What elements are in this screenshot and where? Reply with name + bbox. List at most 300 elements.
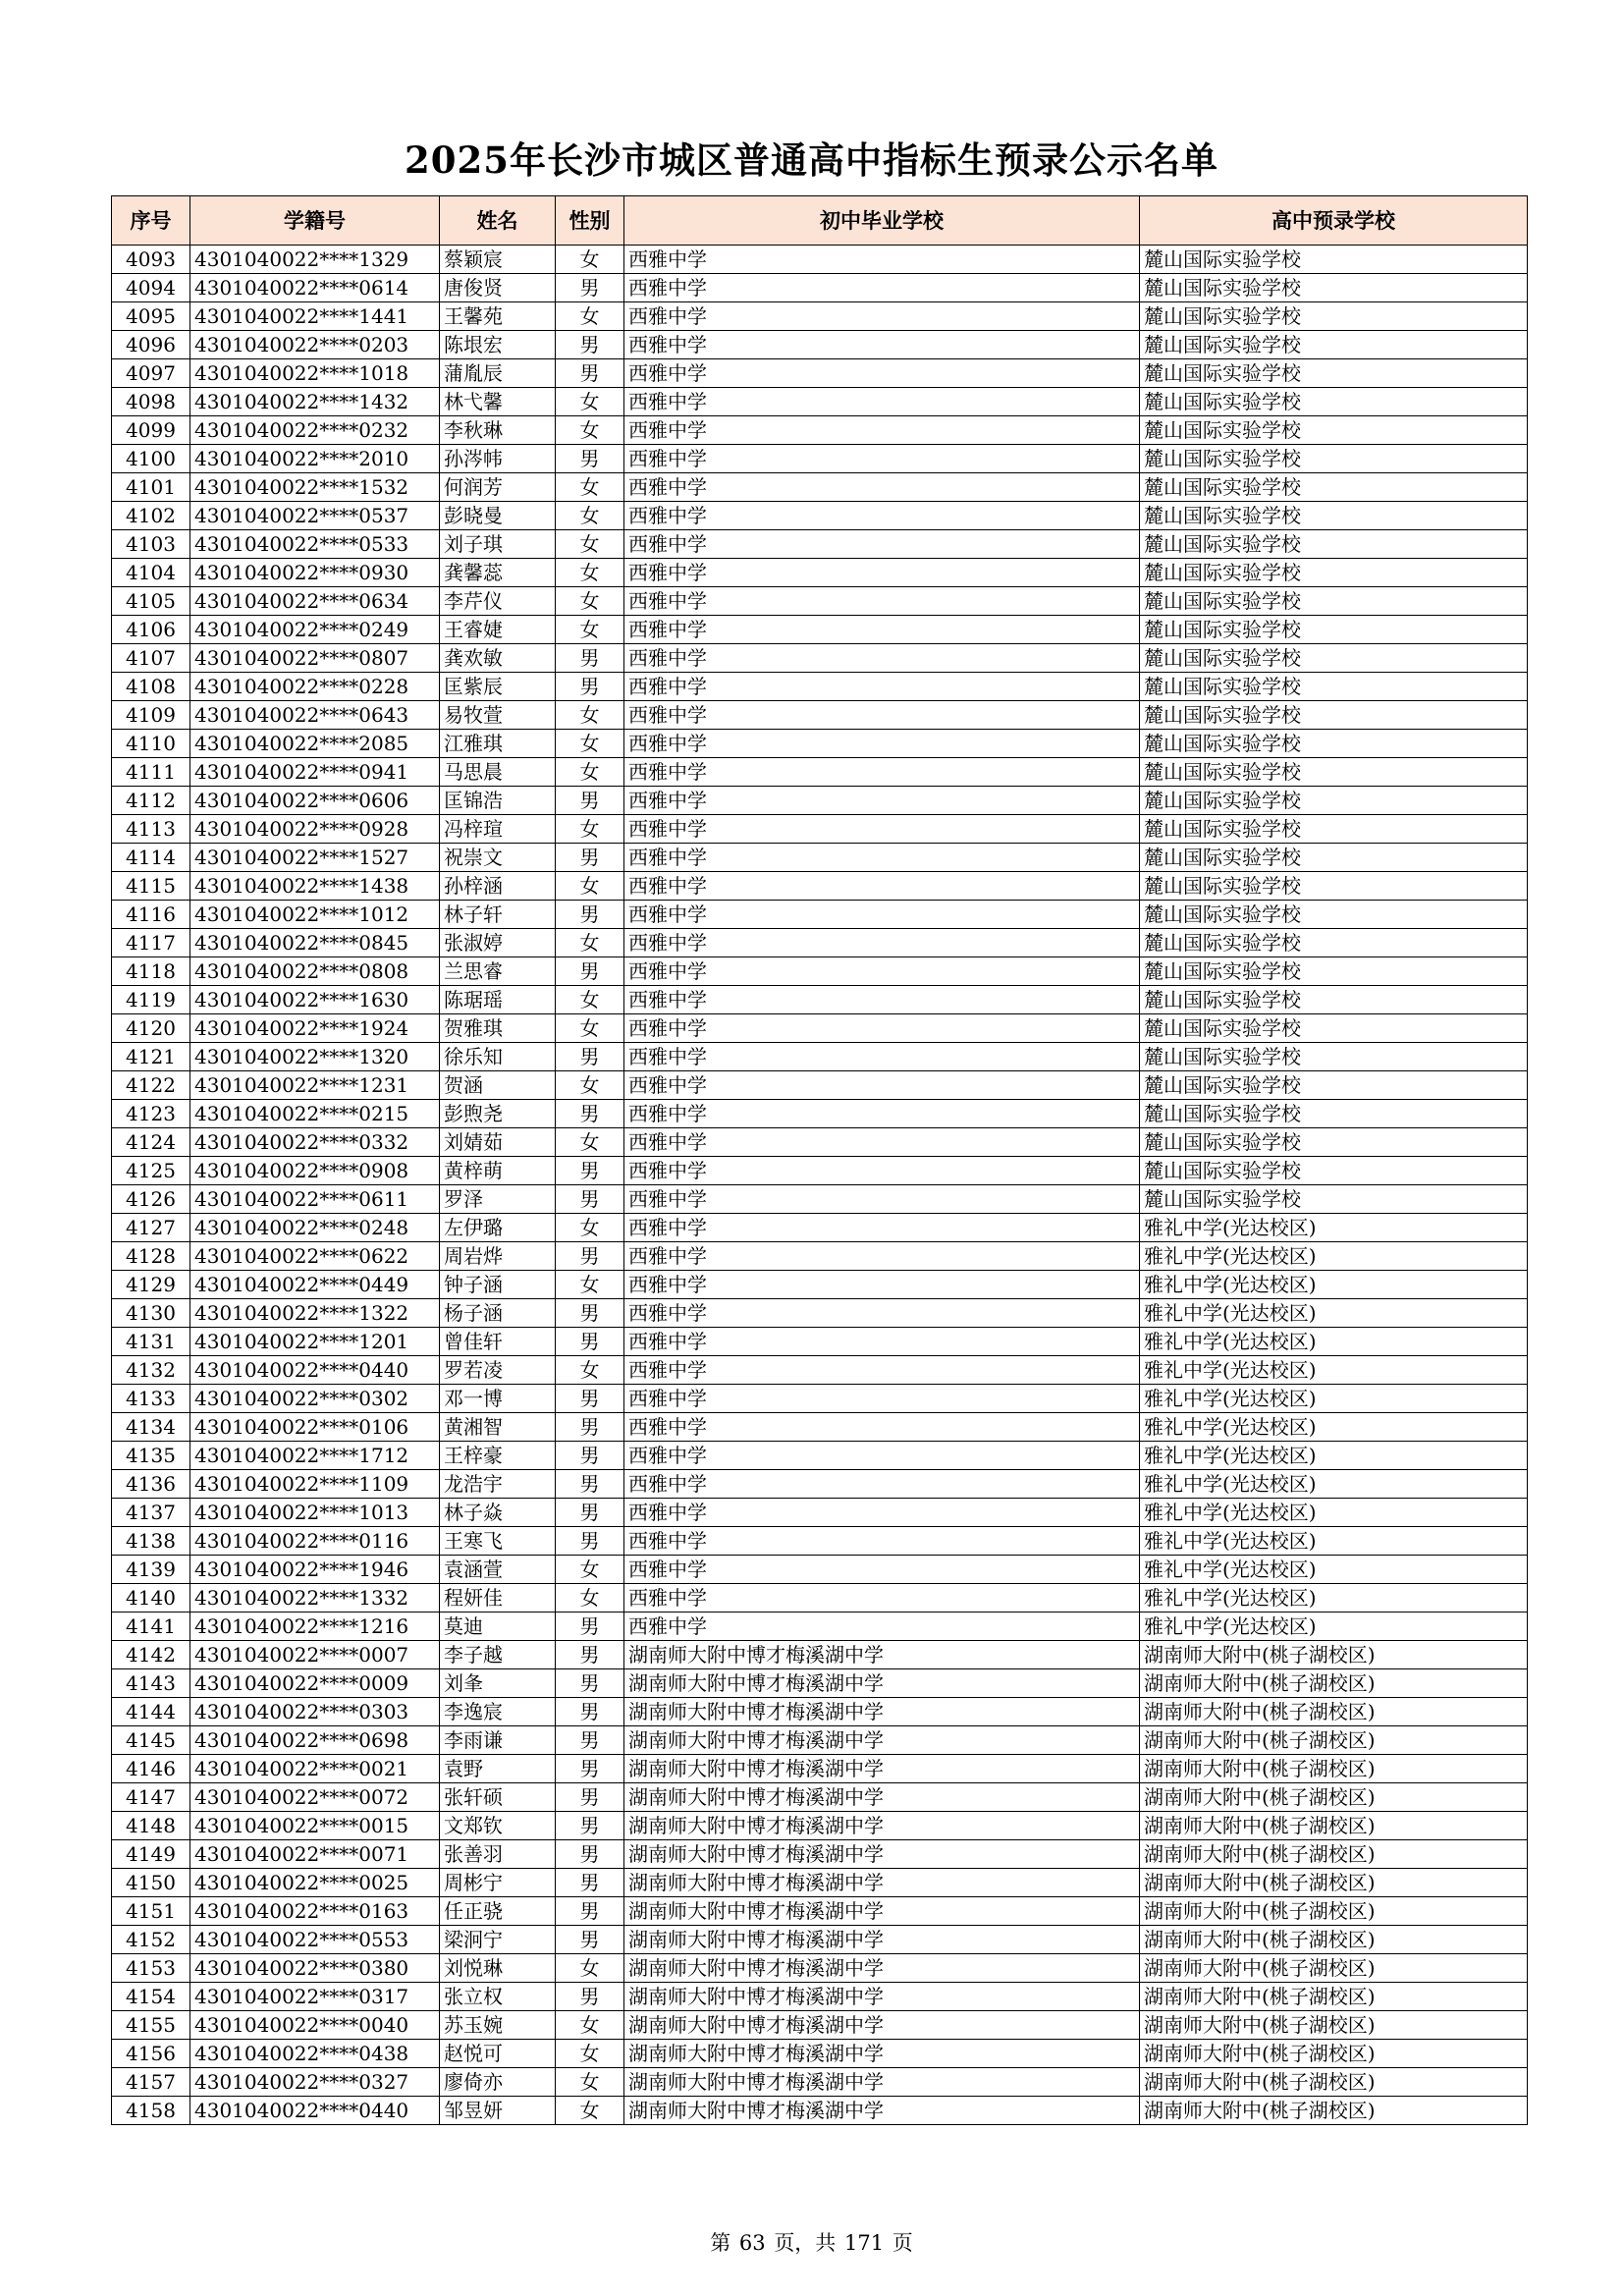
cell-no: 4104	[112, 559, 190, 587]
cell-gender: 男	[556, 1641, 624, 1669]
cell-high-school: 雅礼中学(光达校区)	[1140, 1328, 1528, 1356]
cell-no: 4119	[112, 986, 190, 1014]
cell-name: 黄湘智	[440, 1413, 556, 1442]
cell-high-school: 湖南师大附中(桃子湖校区)	[1140, 1983, 1528, 2011]
cell-student-id: 4301040022****0930	[190, 559, 440, 587]
cell-gender: 男	[556, 1413, 624, 1442]
cell-high-school: 湖南师大附中(桃子湖校区)	[1140, 2097, 1528, 2125]
cell-no: 4154	[112, 1983, 190, 2011]
cell-student-id: 4301040022****0040	[190, 2011, 440, 2040]
cell-middle-school: 西雅中学	[624, 502, 1140, 530]
cell-student-id: 4301040022****0606	[190, 787, 440, 815]
cell-middle-school: 西雅中学	[624, 730, 1140, 758]
cell-high-school: 麓山国际实验学校	[1140, 758, 1528, 787]
cell-student-id: 4301040022****0232	[190, 416, 440, 445]
cell-no: 4156	[112, 2040, 190, 2068]
cell-no: 4118	[112, 957, 190, 986]
cell-name: 罗若凌	[440, 1356, 556, 1385]
footer-page-number: 63	[738, 2231, 766, 2255]
cell-name: 周岩烨	[440, 1242, 556, 1271]
cell-name: 祝崇文	[440, 844, 556, 872]
cell-name: 李芹仪	[440, 587, 556, 616]
cell-middle-school: 西雅中学	[624, 1584, 1140, 1613]
cell-high-school: 麓山国际实验学校	[1140, 616, 1528, 644]
cell-no: 4106	[112, 616, 190, 644]
cell-gender: 男	[556, 1869, 624, 1897]
cell-name: 马思晨	[440, 758, 556, 787]
cell-name: 文郑钦	[440, 1812, 556, 1840]
cell-gender: 男	[556, 1926, 624, 1954]
cell-student-id: 4301040022****0928	[190, 815, 440, 844]
cell-no: 4110	[112, 730, 190, 758]
cell-name: 廖倚亦	[440, 2068, 556, 2097]
table-row	[112, 730, 1528, 758]
cell-no: 4130	[112, 1299, 190, 1328]
cell-student-id: 4301040022****0440	[190, 1356, 440, 1385]
cell-high-school: 湖南师大附中(桃子湖校区)	[1140, 2068, 1528, 2097]
cell-high-school: 雅礼中学(光达校区)	[1140, 1613, 1528, 1641]
cell-name: 唐俊贤	[440, 274, 556, 302]
cell-high-school: 麓山国际实验学校	[1140, 986, 1528, 1014]
column-header-high-school: 高中预录学校	[1140, 196, 1528, 246]
cell-name: 彭晓曼	[440, 502, 556, 530]
cell-name: 黄梓萌	[440, 1157, 556, 1185]
cell-gender: 男	[556, 445, 624, 473]
table-row	[112, 1783, 1528, 1812]
cell-gender: 男	[556, 787, 624, 815]
cell-no: 4141	[112, 1613, 190, 1641]
cell-no: 4151	[112, 1897, 190, 1926]
cell-no: 4111	[112, 758, 190, 787]
cell-student-id: 4301040022****0302	[190, 1385, 440, 1413]
cell-high-school: 湖南师大附中(桃子湖校区)	[1140, 1698, 1528, 1726]
cell-no: 4102	[112, 502, 190, 530]
cell-no: 4115	[112, 872, 190, 901]
cell-gender: 女	[556, 1954, 624, 1983]
cell-student-id: 4301040022****0440	[190, 2097, 440, 2125]
cell-student-id: 4301040022****0614	[190, 274, 440, 302]
table-row	[112, 1556, 1528, 1584]
cell-gender: 男	[556, 1783, 624, 1812]
cell-student-id: 4301040022****0007	[190, 1641, 440, 1669]
table-row	[112, 957, 1528, 986]
cell-middle-school: 西雅中学	[624, 844, 1140, 872]
cell-student-id: 4301040022****0015	[190, 1812, 440, 1840]
table-row	[112, 1385, 1528, 1413]
cell-student-id: 4301040022****0228	[190, 673, 440, 701]
cell-high-school: 麓山国际实验学校	[1140, 701, 1528, 730]
cell-student-id: 4301040022****0634	[190, 587, 440, 616]
cell-middle-school: 西雅中学	[624, 1043, 1140, 1071]
cell-gender: 男	[556, 1328, 624, 1356]
cell-middle-school: 西雅中学	[624, 359, 1140, 388]
cell-high-school: 湖南师大附中(桃子湖校区)	[1140, 2011, 1528, 2040]
cell-no: 4113	[112, 815, 190, 844]
footer-mid: 页，共	[774, 2231, 837, 2255]
cell-gender: 男	[556, 331, 624, 359]
cell-no: 4098	[112, 388, 190, 416]
cell-gender: 男	[556, 1726, 624, 1755]
cell-middle-school: 西雅中学	[624, 673, 1140, 701]
cell-name: 陈垠宏	[440, 331, 556, 359]
cell-middle-school: 西雅中学	[624, 559, 1140, 587]
cell-name: 兰思睿	[440, 957, 556, 986]
cell-student-id: 4301040022****1329	[190, 246, 440, 274]
cell-high-school: 雅礼中学(光达校区)	[1140, 1242, 1528, 1271]
cell-student-id: 4301040022****0380	[190, 1954, 440, 1983]
cell-high-school: 雅礼中学(光达校区)	[1140, 1556, 1528, 1584]
cell-name: 刘夆	[440, 1669, 556, 1698]
cell-student-id: 4301040022****0533	[190, 530, 440, 559]
cell-high-school: 麓山国际实验学校	[1140, 331, 1528, 359]
footer-suffix: 页	[892, 2231, 913, 2255]
cell-gender: 女	[556, 1356, 624, 1385]
cell-middle-school: 西雅中学	[624, 1385, 1140, 1413]
cell-high-school: 麓山国际实验学校	[1140, 815, 1528, 844]
cell-student-id: 4301040022****0438	[190, 2040, 440, 2068]
cell-student-id: 4301040022****1018	[190, 359, 440, 388]
page-title: 2025年长沙市城区普通高中指标生预录公示名单	[405, 138, 1218, 182]
cell-student-id: 4301040022****1109	[190, 1470, 440, 1499]
cell-no: 4093	[112, 246, 190, 274]
table-body	[112, 246, 1528, 2125]
cell-middle-school: 西雅中学	[624, 701, 1140, 730]
cell-gender: 女	[556, 701, 624, 730]
cell-high-school: 雅礼中学(光达校区)	[1140, 1584, 1528, 1613]
column-header-no: 序号	[112, 196, 190, 246]
cell-no: 4114	[112, 844, 190, 872]
cell-middle-school: 湖南师大附中博才梅溪湖中学	[624, 1926, 1140, 1954]
cell-student-id: 4301040022****1012	[190, 901, 440, 929]
cell-no: 4117	[112, 929, 190, 957]
cell-middle-school: 西雅中学	[624, 815, 1140, 844]
footer-prefix: 第	[710, 2231, 731, 2255]
cell-student-id: 4301040022****1527	[190, 844, 440, 872]
cell-gender: 男	[556, 1755, 624, 1783]
cell-middle-school: 湖南师大附中博才梅溪湖中学	[624, 1897, 1140, 1926]
cell-student-id: 4301040022****0941	[190, 758, 440, 787]
table-row	[112, 1499, 1528, 1527]
cell-name: 张善羽	[440, 1840, 556, 1869]
cell-middle-school: 湖南师大附中博才梅溪湖中学	[624, 1812, 1140, 1840]
cell-middle-school: 西雅中学	[624, 758, 1140, 787]
cell-middle-school: 湖南师大附中博才梅溪湖中学	[624, 1840, 1140, 1869]
cell-gender: 女	[556, 2068, 624, 2097]
cell-high-school: 雅礼中学(光达校区)	[1140, 1499, 1528, 1527]
cell-name: 贺涵	[440, 1071, 556, 1100]
cell-student-id: 4301040022****1532	[190, 473, 440, 502]
cell-gender: 女	[556, 616, 624, 644]
cell-high-school: 湖南师大附中(桃子湖校区)	[1140, 1783, 1528, 1812]
cell-high-school: 麓山国际实验学校	[1140, 730, 1528, 758]
table-row	[112, 1043, 1528, 1071]
cell-student-id: 4301040022****1924	[190, 1014, 440, 1043]
cell-name: 王馨苑	[440, 302, 556, 331]
cell-no: 4135	[112, 1442, 190, 1470]
cell-high-school: 麓山国际实验学校	[1140, 530, 1528, 559]
cell-gender: 男	[556, 673, 624, 701]
cell-middle-school: 湖南师大附中博才梅溪湖中学	[624, 1783, 1140, 1812]
cell-high-school: 麓山国际实验学校	[1140, 445, 1528, 473]
cell-student-id: 4301040022****0215	[190, 1100, 440, 1128]
cell-no: 4108	[112, 673, 190, 701]
cell-gender: 女	[556, 2040, 624, 2068]
cell-no: 4134	[112, 1413, 190, 1442]
cell-gender: 男	[556, 1157, 624, 1185]
table-row	[112, 815, 1528, 844]
cell-no: 4127	[112, 1214, 190, 1242]
cell-high-school: 麓山国际实验学校	[1140, 957, 1528, 986]
cell-high-school: 麓山国际实验学校	[1140, 787, 1528, 815]
cell-middle-school: 西雅中学	[624, 1185, 1140, 1214]
cell-middle-school: 湖南师大附中博才梅溪湖中学	[624, 2011, 1140, 2040]
cell-no: 4128	[112, 1242, 190, 1271]
table-row	[112, 1442, 1528, 1470]
cell-high-school: 麓山国际实验学校	[1140, 388, 1528, 416]
cell-gender: 男	[556, 644, 624, 673]
table-row	[112, 1527, 1528, 1556]
cell-name: 刘子琪	[440, 530, 556, 559]
cell-middle-school: 西雅中学	[624, 1242, 1140, 1271]
table-row	[112, 1214, 1528, 1242]
cell-high-school: 雅礼中学(光达校区)	[1140, 1470, 1528, 1499]
cell-student-id: 4301040022****0808	[190, 957, 440, 986]
cell-student-id: 4301040022****0449	[190, 1271, 440, 1299]
cell-middle-school: 西雅中学	[624, 929, 1140, 957]
cell-student-id: 4301040022****0163	[190, 1897, 440, 1926]
cell-high-school: 麓山国际实验学校	[1140, 559, 1528, 587]
cell-middle-school: 西雅中学	[624, 473, 1140, 502]
cell-student-id: 4301040022****1712	[190, 1442, 440, 1470]
cell-student-id: 4301040022****0106	[190, 1413, 440, 1442]
cell-gender: 女	[556, 758, 624, 787]
cell-name: 左伊璐	[440, 1214, 556, 1242]
footer-total-pages: 171	[844, 2231, 885, 2255]
cell-middle-school: 湖南师大附中博才梅溪湖中学	[624, 1698, 1140, 1726]
cell-gender: 女	[556, 730, 624, 758]
cell-student-id: 4301040022****0116	[190, 1527, 440, 1556]
cell-name: 程妍佳	[440, 1584, 556, 1613]
table-row	[112, 587, 1528, 616]
cell-student-id: 4301040022****0025	[190, 1869, 440, 1897]
table-row	[112, 1726, 1528, 1755]
cell-no: 4146	[112, 1755, 190, 1783]
cell-gender: 男	[556, 844, 624, 872]
cell-no: 4094	[112, 274, 190, 302]
cell-no: 4129	[112, 1271, 190, 1299]
table-row	[112, 1613, 1528, 1641]
cell-no: 4100	[112, 445, 190, 473]
cell-name: 蒲胤辰	[440, 359, 556, 388]
cell-middle-school: 西雅中学	[624, 587, 1140, 616]
table-row	[112, 1641, 1528, 1669]
cell-student-id: 4301040022****0807	[190, 644, 440, 673]
cell-name: 李雨谦	[440, 1726, 556, 1755]
roster-table	[111, 195, 1528, 2125]
cell-name: 彭煦尧	[440, 1100, 556, 1128]
cell-name: 张轩硕	[440, 1783, 556, 1812]
table-row	[112, 701, 1528, 730]
column-header-gender: 性别	[556, 196, 624, 246]
cell-student-id: 4301040022****1320	[190, 1043, 440, 1071]
cell-name: 曾佳轩	[440, 1328, 556, 1356]
cell-gender: 男	[556, 901, 624, 929]
cell-name: 邓一博	[440, 1385, 556, 1413]
table-row	[112, 1869, 1528, 1897]
table-row	[112, 274, 1528, 302]
cell-no: 4147	[112, 1783, 190, 1812]
cell-no: 4125	[112, 1157, 190, 1185]
cell-student-id: 4301040022****0317	[190, 1983, 440, 2011]
cell-high-school: 雅礼中学(光达校区)	[1140, 1214, 1528, 1242]
cell-high-school: 湖南师大附中(桃子湖校区)	[1140, 1926, 1528, 1954]
table-row	[112, 1071, 1528, 1100]
cell-student-id: 4301040022****1630	[190, 986, 440, 1014]
cell-name: 张淑婷	[440, 929, 556, 957]
cell-middle-school: 西雅中学	[624, 416, 1140, 445]
cell-name: 匡锦浩	[440, 787, 556, 815]
cell-gender: 女	[556, 1014, 624, 1043]
cell-student-id: 4301040022****0698	[190, 1726, 440, 1755]
cell-gender: 女	[556, 302, 624, 331]
cell-middle-school: 湖南师大附中博才梅溪湖中学	[624, 2097, 1140, 2125]
cell-high-school: 湖南师大附中(桃子湖校区)	[1140, 1669, 1528, 1698]
cell-high-school: 麓山国际实验学校	[1140, 901, 1528, 929]
cell-name: 陈琚瑶	[440, 986, 556, 1014]
cell-name: 林弋馨	[440, 388, 556, 416]
cell-no: 4101	[112, 473, 190, 502]
cell-middle-school: 湖南师大附中博才梅溪湖中学	[624, 1755, 1140, 1783]
cell-no: 4155	[112, 2011, 190, 2040]
cell-middle-school: 西雅中学	[624, 246, 1140, 274]
cell-student-id: 4301040022****0248	[190, 1214, 440, 1242]
cell-no: 4148	[112, 1812, 190, 1840]
table-row	[112, 388, 1528, 416]
cell-gender: 男	[556, 1983, 624, 2011]
cell-gender: 女	[556, 1071, 624, 1100]
cell-no: 4136	[112, 1470, 190, 1499]
cell-high-school: 湖南师大附中(桃子湖校区)	[1140, 1869, 1528, 1897]
cell-high-school: 湖南师大附中(桃子湖校区)	[1140, 1641, 1528, 1669]
cell-high-school: 麓山国际实验学校	[1140, 929, 1528, 957]
cell-gender: 女	[556, 815, 624, 844]
cell-high-school: 湖南师大附中(桃子湖校区)	[1140, 1812, 1528, 1840]
cell-high-school: 雅礼中学(光达校区)	[1140, 1356, 1528, 1385]
table-row	[112, 929, 1528, 957]
cell-name: 蔡颖宸	[440, 246, 556, 274]
cell-middle-school: 西雅中学	[624, 1413, 1140, 1442]
cell-high-school: 麓山国际实验学校	[1140, 1185, 1528, 1214]
cell-high-school: 湖南师大附中(桃子湖校区)	[1140, 1954, 1528, 1983]
table-row	[112, 1698, 1528, 1726]
cell-name: 李逸宸	[440, 1698, 556, 1726]
table-row	[112, 2040, 1528, 2068]
table-row	[112, 445, 1528, 473]
cell-gender: 女	[556, 1584, 624, 1613]
cell-student-id: 4301040022****1332	[190, 1584, 440, 1613]
cell-student-id: 4301040022****1322	[190, 1299, 440, 1328]
cell-name: 王梓豪	[440, 1442, 556, 1470]
cell-gender: 女	[556, 473, 624, 502]
cell-high-school: 麓山国际实验学校	[1140, 246, 1528, 274]
cell-high-school: 湖南师大附中(桃子湖校区)	[1140, 1726, 1528, 1755]
cell-name: 张立权	[440, 1983, 556, 2011]
cell-gender: 男	[556, 1499, 624, 1527]
cell-middle-school: 西雅中学	[624, 274, 1140, 302]
page-footer	[0, 2227, 1623, 2257]
cell-name: 李子越	[440, 1641, 556, 1669]
table-row	[112, 359, 1528, 388]
cell-high-school: 麓山国际实验学校	[1140, 416, 1528, 445]
table-row	[112, 2068, 1528, 2097]
table-row	[112, 302, 1528, 331]
cell-gender: 女	[556, 416, 624, 445]
cell-middle-school: 西雅中学	[624, 957, 1140, 986]
table-row	[112, 1014, 1528, 1043]
cell-middle-school: 西雅中学	[624, 1271, 1140, 1299]
cell-gender: 女	[556, 2097, 624, 2125]
cell-gender: 男	[556, 1698, 624, 1726]
cell-middle-school: 西雅中学	[624, 530, 1140, 559]
table-row	[112, 1242, 1528, 1271]
cell-gender: 男	[556, 359, 624, 388]
column-header-student-id: 学籍号	[190, 196, 440, 246]
cell-student-id: 4301040022****2010	[190, 445, 440, 473]
cell-high-school: 麓山国际实验学校	[1140, 473, 1528, 502]
cell-middle-school: 西雅中学	[624, 1071, 1140, 1100]
cell-no: 4152	[112, 1926, 190, 1954]
cell-high-school: 麓山国际实验学校	[1140, 844, 1528, 872]
cell-student-id: 4301040022****2085	[190, 730, 440, 758]
cell-middle-school: 西雅中学	[624, 787, 1140, 815]
cell-name: 林子焱	[440, 1499, 556, 1527]
table-row	[112, 616, 1528, 644]
cell-gender: 女	[556, 1271, 624, 1299]
cell-middle-school: 西雅中学	[624, 1470, 1140, 1499]
table-row	[112, 901, 1528, 929]
cell-high-school: 雅礼中学(光达校区)	[1140, 1385, 1528, 1413]
cell-high-school: 麓山国际实验学校	[1140, 1014, 1528, 1043]
cell-student-id: 4301040022****0303	[190, 1698, 440, 1726]
cell-no: 4157	[112, 2068, 190, 2097]
cell-no: 4143	[112, 1669, 190, 1698]
cell-name: 易牧萱	[440, 701, 556, 730]
cell-middle-school: 西雅中学	[624, 1299, 1140, 1328]
cell-name: 杨子涵	[440, 1299, 556, 1328]
cell-no: 4133	[112, 1385, 190, 1413]
table-row	[112, 1157, 1528, 1185]
table-row	[112, 872, 1528, 901]
table-row	[112, 1470, 1528, 1499]
table-row	[112, 1897, 1528, 1926]
cell-no: 4145	[112, 1726, 190, 1755]
table-row	[112, 1669, 1528, 1698]
cell-gender: 男	[556, 1669, 624, 1698]
table-row	[112, 1926, 1528, 1954]
cell-high-school: 雅礼中学(光达校区)	[1140, 1442, 1528, 1470]
table-row	[112, 2097, 1528, 2125]
cell-gender: 男	[556, 1442, 624, 1470]
cell-student-id: 4301040022****0845	[190, 929, 440, 957]
cell-name: 袁野	[440, 1755, 556, 1783]
table-row	[112, 758, 1528, 787]
cell-name: 刘悦琳	[440, 1954, 556, 1983]
cell-middle-school: 西雅中学	[624, 302, 1140, 331]
cell-high-school: 雅礼中学(光达校区)	[1140, 1271, 1528, 1299]
cell-name: 龚欢敏	[440, 644, 556, 673]
cell-gender: 男	[556, 1812, 624, 1840]
cell-student-id: 4301040022****0072	[190, 1783, 440, 1812]
